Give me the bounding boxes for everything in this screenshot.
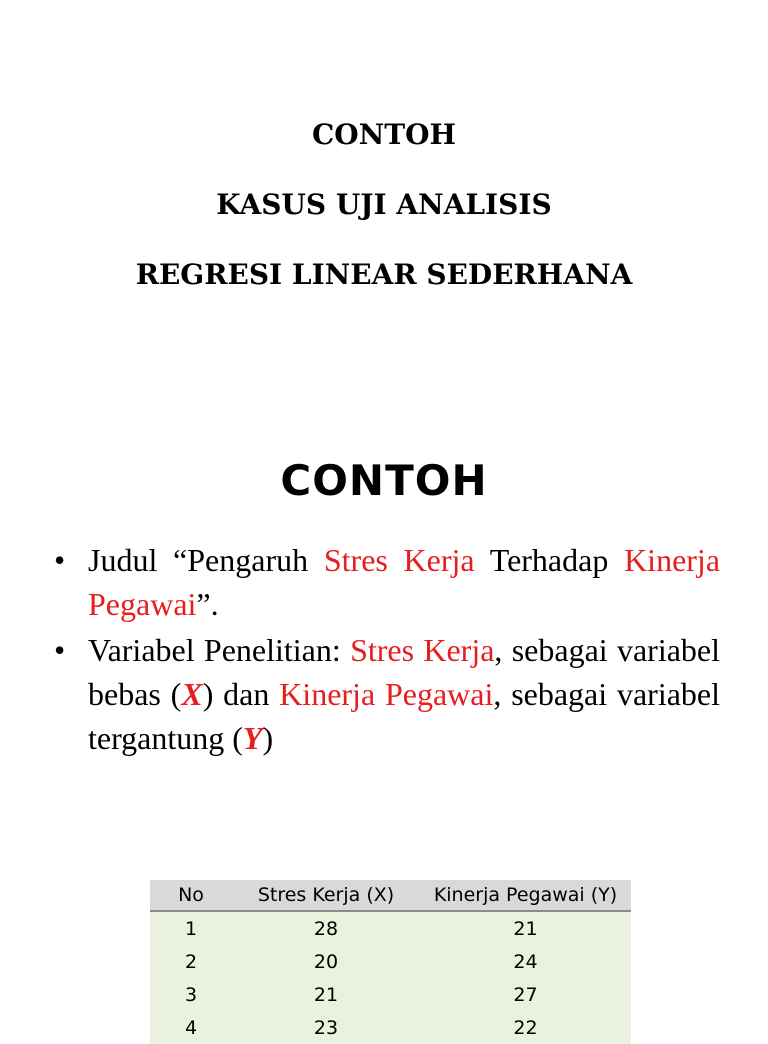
bullet-dot-icon: • [54, 632, 66, 668]
variable-y-symbol: Y [242, 720, 263, 756]
bullet-text: Judul “Pengaruh [88, 542, 324, 578]
table-row [150, 1011, 631, 1044]
title-line-2: KASUS UJI ANALISIS [216, 188, 552, 221]
bullet-dot-icon: • [54, 542, 66, 578]
table-header-row [150, 880, 631, 911]
table-header-no: No [150, 880, 232, 911]
table-cell-no: 3 [150, 978, 232, 1011]
variable-x-name: Stres Kerja [323, 542, 475, 578]
variable-x-symbol: X [181, 676, 203, 712]
variable-y-name: Kinerja Pegawai [88, 542, 721, 622]
table-cell-y: 22 [420, 1011, 631, 1044]
table-cell-y: 27 [420, 978, 631, 1011]
bullet-item-judul [52, 538, 720, 626]
table-header-y: Kinerja Pegawai (Y) [420, 880, 631, 911]
table-header-x: Stres Kerja (X) [232, 880, 420, 911]
table-cell-y: 21 [420, 911, 631, 945]
table-cell-no: 4 [150, 1011, 232, 1044]
table-cell-x: 28 [232, 911, 420, 945]
title-line-1: CONTOH [312, 118, 456, 151]
bullet-text: ”. [196, 586, 219, 622]
title-block [0, 112, 768, 322]
table-cell-x: 23 [232, 1011, 420, 1044]
table-row [150, 945, 631, 978]
table-cell-y: 24 [420, 945, 631, 978]
bullet-text: Terhadap [474, 542, 625, 578]
table-row [150, 978, 631, 1011]
title-line-3: REGRESI LINEAR SEDERHANA [135, 258, 633, 291]
variable-y-name: Kinerja Pegawai [279, 676, 494, 712]
bullet-text: , sebagai variabel bebas ( [88, 632, 721, 712]
table-cell-x: 21 [232, 978, 420, 1011]
bullet-item-variabel [52, 628, 720, 760]
bullet-text: ) [262, 720, 274, 756]
table-row [150, 911, 631, 945]
bullet-text: ) dan [202, 676, 280, 712]
bullet-text: Variabel Penelitian: [88, 632, 351, 668]
slide-heading: CONTOH [280, 456, 488, 505]
data-table [150, 880, 631, 1044]
bullet-text: , sebagai variabel tergantung ( [88, 676, 721, 756]
table-cell-x: 20 [232, 945, 420, 978]
variable-x-name: Stres Kerja [350, 632, 495, 668]
table-cell-no: 2 [150, 945, 232, 978]
table-cell-no: 1 [150, 911, 232, 945]
bullet-list [52, 538, 720, 762]
